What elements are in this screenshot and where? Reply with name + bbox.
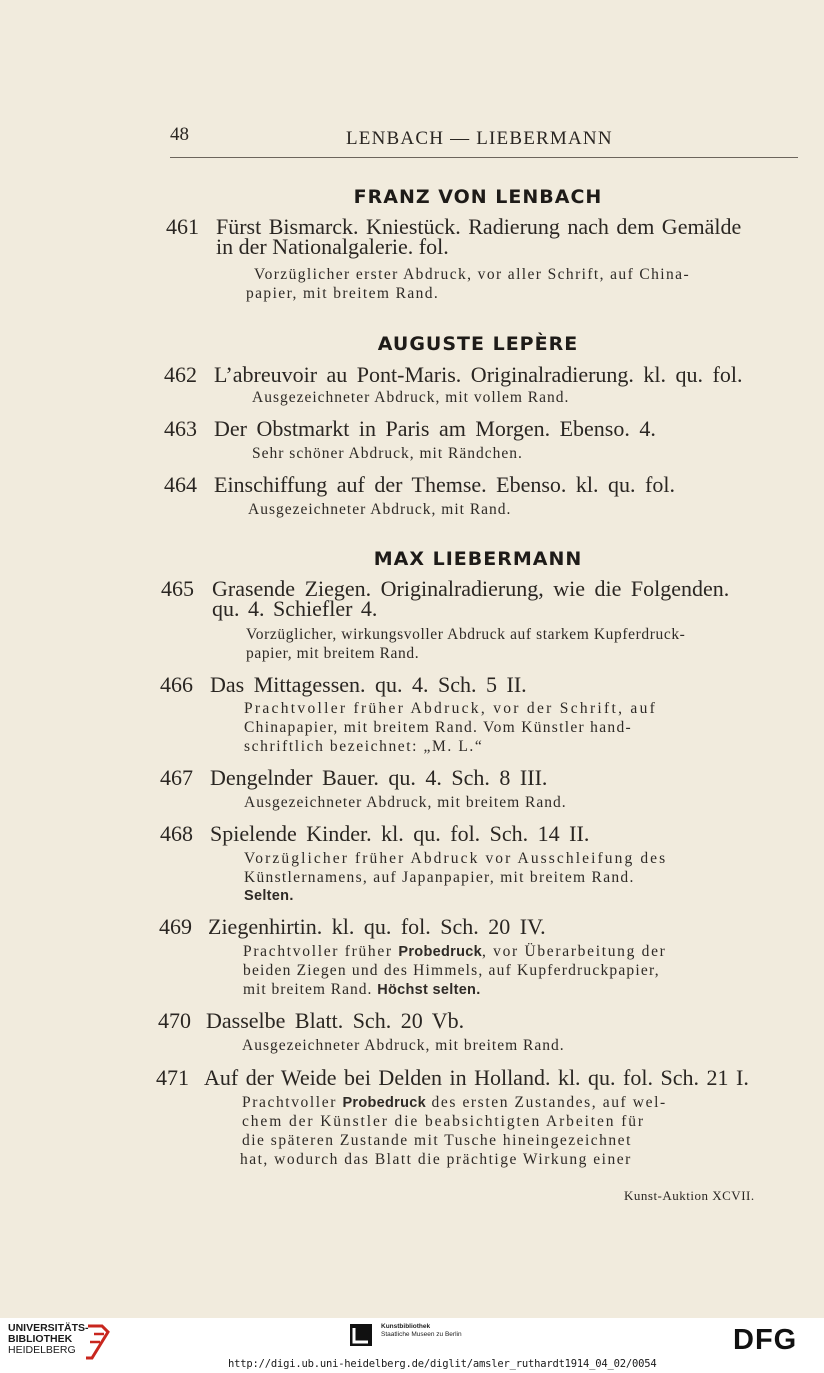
kunstbibliothek-logo-icon xyxy=(350,1324,372,1346)
entry-title: Ziegenhirtin. kl. qu. fol. Sch. 20 IV. xyxy=(208,914,546,939)
entry-title: Das Mittagessen. qu. 4. Sch. 5 II. xyxy=(210,672,527,697)
entry-title: L’abreuvoir au Pont-Maris. Originalradierung. kl. qu. fol. xyxy=(214,362,743,387)
entry-number: 463 xyxy=(164,416,197,441)
entry-note: Sehr schöner Abdruck, mit Rändchen. xyxy=(252,445,523,462)
entry-note: Ausgezeichneter Abdruck, mit vollem Rand. xyxy=(252,389,570,406)
entry-note: Ausgezeichneter Abdruck, mit breitem Rand. xyxy=(242,1037,565,1054)
entry-note: papier, mit breitem Rand. xyxy=(246,645,420,662)
entry-title: Der Obstmarkt in Paris am Morgen. Ebenso. 4. xyxy=(214,416,656,441)
entry-note: schriftlich bezeichnet: „M. L.“ xyxy=(244,738,484,755)
section-heading-lenbach: FRANZ VON LENBACH xyxy=(353,186,603,208)
entry-number: 464 xyxy=(164,472,197,497)
university-logo-icon xyxy=(82,1322,112,1362)
university-line: HEIDELBERG xyxy=(8,1344,76,1356)
signature-line: Kunst-Auktion XCVII. xyxy=(624,1188,755,1203)
entry-note: chem der Künstler die beabsichtigten Arbeiten für xyxy=(242,1113,645,1130)
entry-title: Grasende Ziegen. Originalradierung, wie die Folgenden. xyxy=(212,576,730,601)
entry-title: Auf der Weide bei Delden in Holland. kl. qu. fol. Sch. 21 I. xyxy=(204,1065,749,1090)
entry-note: Vorzüglicher, wirkungsvoller Abdruck auf starkem Kupferdruck- xyxy=(246,626,686,643)
running-title: LENBACH — LIEBERMANN xyxy=(346,128,613,149)
kb-line: Staatliche Museen zu Berlin xyxy=(381,1331,462,1338)
section-heading-liebermann: MAX LIEBERMANN xyxy=(373,548,583,570)
university-line: UNIVERSITÄTS- xyxy=(8,1322,89,1334)
entry-number: 469 xyxy=(159,914,192,939)
entry-note: Prachtvoller Probedruck des ersten Zustandes, auf wel- xyxy=(242,1094,667,1111)
permalink-url[interactable]: http://digi.ub.uni-heidelberg.de/diglit/amsler_ruthardt1914_04_02/0054 xyxy=(228,1358,657,1370)
entry-number: 461 xyxy=(166,214,199,239)
entry-note: Prachtvoller früher Probedruck, vor Überarbeitung der xyxy=(243,943,667,960)
entry-note: mit breitem Rand. Höchst selten. xyxy=(243,981,481,998)
entry-note: Prachtvoller früher Abdruck, vor der Schrift, auf xyxy=(244,700,658,717)
dfg-logo: DFG xyxy=(733,1324,798,1356)
page-number: 48 xyxy=(170,124,189,145)
entry-title: Dengelnder Bauer. qu. 4. Sch. 8 III. xyxy=(210,765,548,790)
entry-note: hat, wodurch das Blatt die prächtige Wirkung einer xyxy=(240,1151,632,1168)
entry-number: 470 xyxy=(158,1008,191,1033)
header-rule xyxy=(170,157,798,158)
emphasis-note: Selten. xyxy=(244,888,294,904)
entry-title: Fürst Bismarck. Kniestück. Radierung nach dem Gemälde xyxy=(216,214,742,239)
entry-note: Ausgezeichneter Abdruck, mit breitem Rand. xyxy=(244,794,567,811)
kb-line: Kunstbibliothek xyxy=(381,1323,431,1330)
entry-number: 462 xyxy=(164,362,197,387)
entry-note: die späteren Zustande mit Tusche hineingezeichnet xyxy=(242,1132,632,1149)
entry-note: Ausgezeichneter Abdruck, mit Rand. xyxy=(248,501,512,518)
entry-title: Spielende Kinder. kl. qu. fol. Sch. 14 II. xyxy=(210,821,590,846)
entry-number: 465 xyxy=(161,576,194,601)
entry-note: papier, mit breitem Rand. xyxy=(246,285,440,302)
entry-note: Vorzüglicher früher Abdruck vor Ausschleifung des xyxy=(244,850,668,867)
entry-note: Vorzüglicher erster Abdruck, vor aller Schrift, auf China- xyxy=(254,266,691,283)
section-heading-lepere: AUGUSTE LEPÈRE xyxy=(377,333,579,355)
university-library-label xyxy=(8,1323,89,1356)
entry-number: 466 xyxy=(160,672,193,697)
entry-number: 468 xyxy=(160,821,193,846)
entry-note: Künstlernamens, auf Japanpapier, mit breitem Rand. xyxy=(244,869,635,886)
kunstbibliothek-label xyxy=(381,1323,462,1339)
entry-title: Dasselbe Blatt. Sch. 20 Vb. xyxy=(206,1008,465,1033)
entry-title: Einschiffung auf der Themse. Ebenso. kl. qu. fol. xyxy=(214,472,675,497)
entry-number: 467 xyxy=(160,765,193,790)
entry-number: 471 xyxy=(156,1065,189,1090)
university-line: BIBLIOTHEK xyxy=(8,1333,73,1345)
entry-title: in der Nationalgalerie. fol. xyxy=(216,234,449,259)
entry-note: Chinapapier, mit breitem Rand. Vom Künstler hand- xyxy=(244,719,632,736)
entry-note: beiden Ziegen und des Himmels, auf Kupferdruckpapier, xyxy=(243,962,660,979)
entry-title: qu. 4. Schiefler 4. xyxy=(212,596,378,621)
entry-note xyxy=(244,887,294,905)
